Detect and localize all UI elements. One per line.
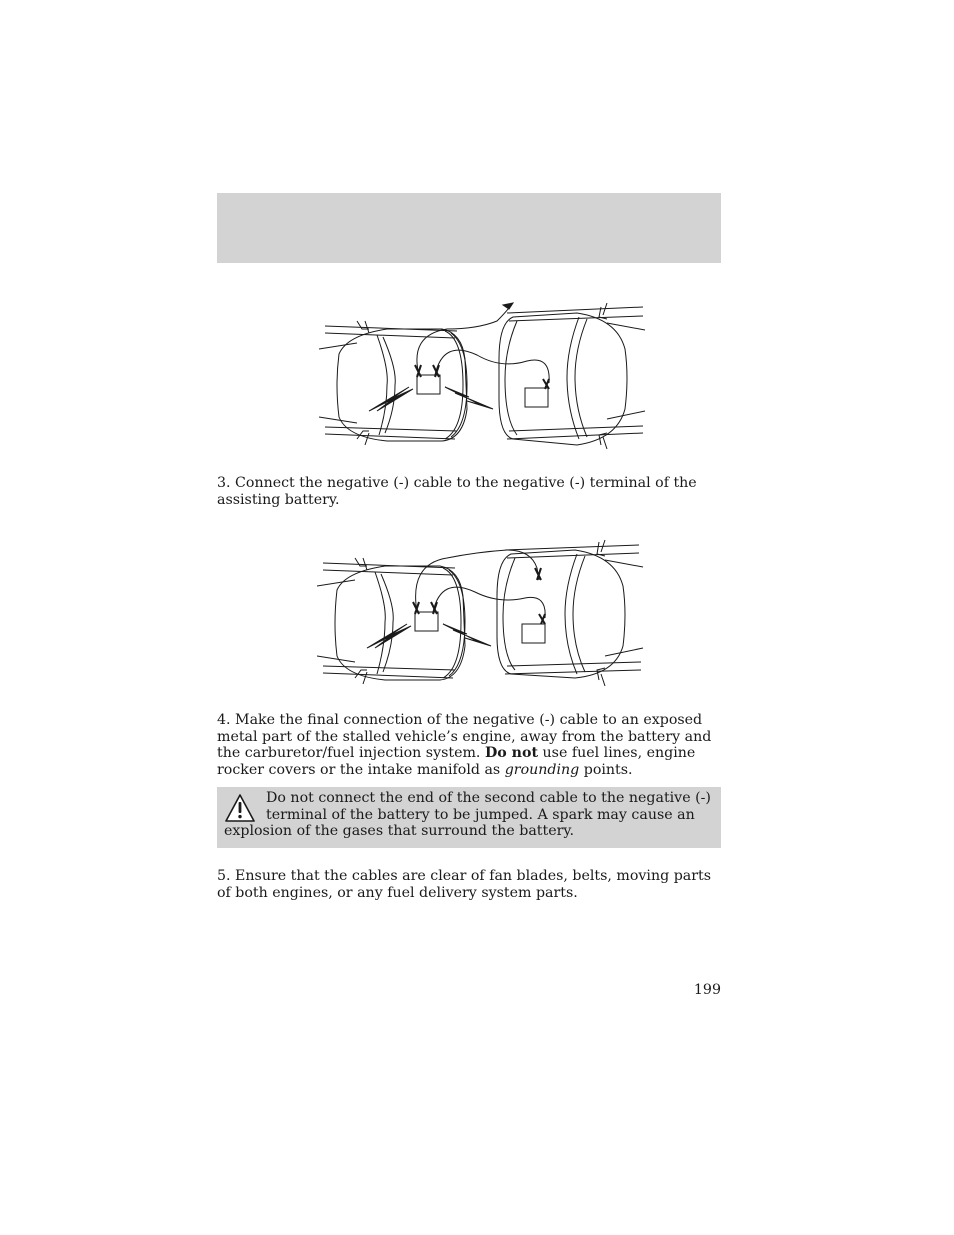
step-4-emphasis: Do not (484, 745, 539, 761)
spark-icon-left (369, 387, 413, 411)
battery-right (522, 624, 545, 643)
warning-box (217, 787, 721, 848)
battery-left (415, 612, 438, 631)
step-4-text-part3: points. (579, 761, 633, 778)
battery-left (417, 375, 440, 394)
cable-positive (435, 350, 549, 383)
step-4-text-part2: use fuel lines, engine rocker covers or the intake manifold as (217, 745, 696, 778)
warning-text-container (224, 790, 714, 840)
step-3-text: 3. Connect the negative (-) cable to the negative (-) terminal of the assisting battery. (217, 475, 697, 508)
two-cars-battery-illustration-2 (317, 538, 647, 698)
cable-positive (433, 587, 545, 618)
left-car-outline (317, 558, 465, 684)
section-header-band (217, 193, 721, 263)
two-cars-battery-illustration-1 (317, 299, 647, 459)
left-car-outline (319, 321, 467, 445)
cable-negative (416, 550, 539, 612)
spark-icon-right (445, 387, 493, 409)
right-car-outline (497, 540, 643, 686)
spark-icon-right (443, 624, 491, 646)
cable-negative (417, 305, 511, 375)
jump-start-diagram-step3 (317, 299, 647, 459)
battery-right (525, 388, 548, 407)
page-number: 199 (693, 982, 721, 998)
right-car-outline (499, 303, 645, 449)
warning-text: Do not connect the end of the second cable to the negative (-) terminal of the battery to be jumped. A spark may cause an explosion of the gases that surround the battery. (224, 790, 711, 839)
jump-start-diagram-step4 (317, 538, 647, 698)
step-4-text (217, 712, 721, 778)
step-4-italic-term: grounding (504, 761, 580, 778)
spark-icon-left (367, 624, 411, 648)
step-4-text-part1: 4. Make the final connection of the negative (-) cable to an exposed metal part of the stalled vehicle’s engine, away from the battery and the carburetor/fuel injection system. (217, 712, 712, 761)
step-5-text: 5. Ensure that the cables are clear of fan blades, belts, moving parts of both engines, or any fuel delivery system parts. (217, 868, 711, 901)
